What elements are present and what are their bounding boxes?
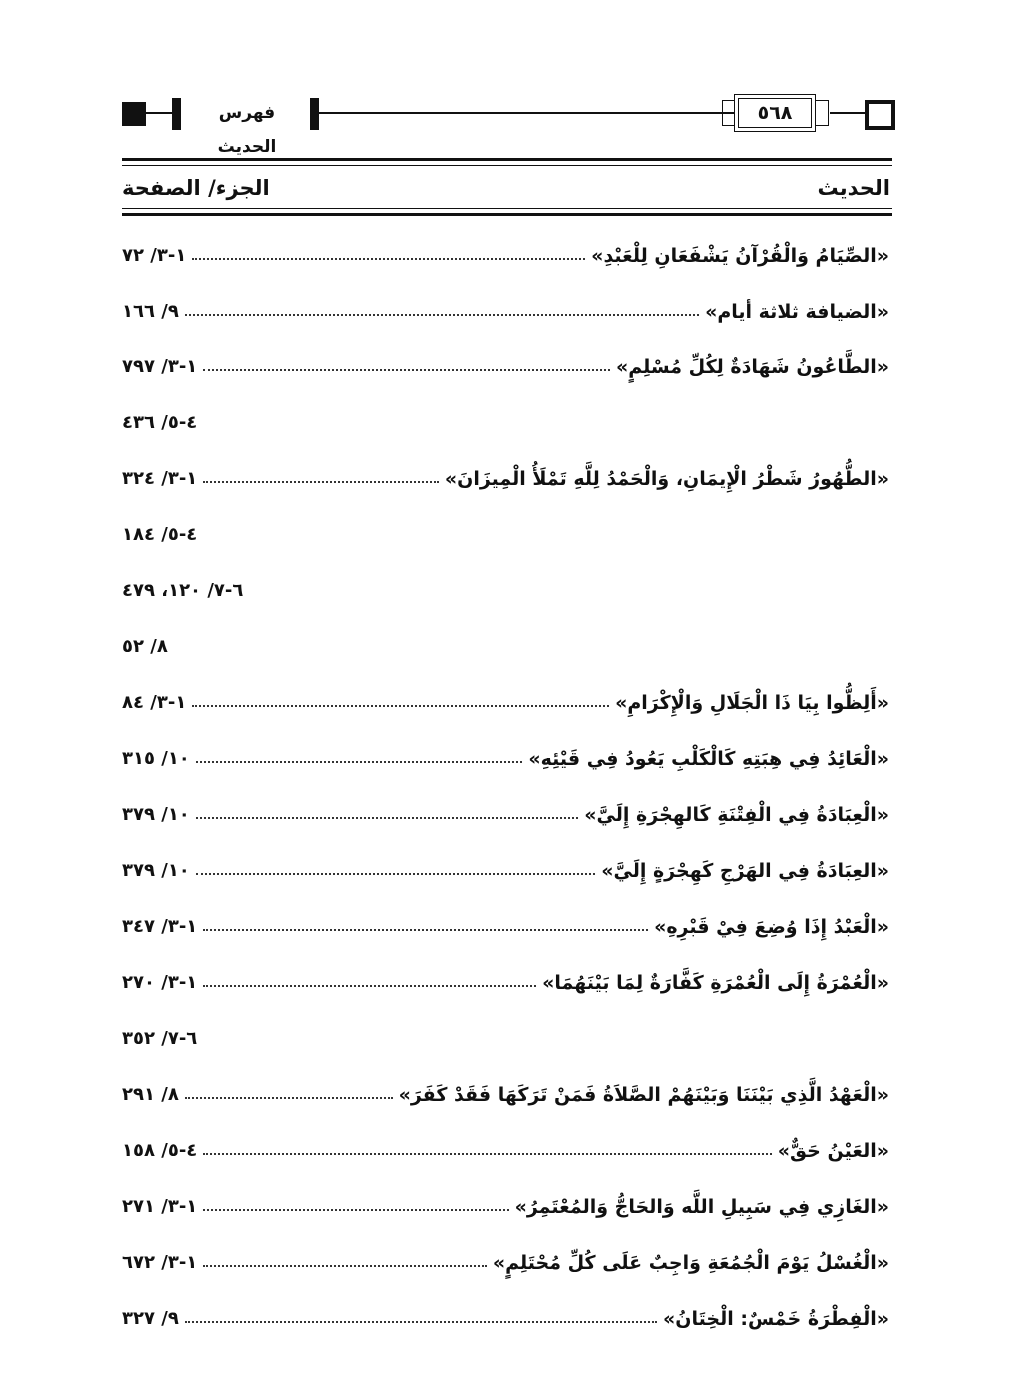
index-entry xyxy=(122,240,889,272)
volume-page-ref: ١-٣/ ٧٩٧ xyxy=(122,356,198,377)
ornament-line xyxy=(319,112,734,114)
header-rule xyxy=(122,165,892,166)
hadith-text: «الْعِبَادَةُ فِي الْفِتْنَةِ كَالهِجْرَةِ إِلَيَّ» xyxy=(584,804,889,826)
leader-dots xyxy=(203,1265,487,1267)
index-entry xyxy=(122,631,889,663)
ornament-square-icon xyxy=(122,102,146,126)
index-entry xyxy=(122,407,889,439)
leader-dots xyxy=(196,761,523,763)
hadith-text: «الغَازِي فِي سَبِيلِ اللَّه وَالحَاجُّ وَالمُعْتَمِرُ» xyxy=(514,1196,889,1218)
index-entry xyxy=(122,743,889,775)
running-title: فهرس الحديث xyxy=(217,103,277,157)
volume-page-ref: ١-٣/ ٣٤٧ xyxy=(122,916,198,937)
hadith-text: «الطَّاعُونُ شَهَادَةٌ لِكُلِّ مُسْلِمٍ» xyxy=(615,356,889,378)
leader-dots xyxy=(185,1321,657,1323)
ornament-line xyxy=(146,112,172,114)
hadith-text: «العِبَادَةُ فِي الهَرْجِ كَهِجْرَةٍ إِلَيَّ» xyxy=(601,860,889,882)
ornament-bracket xyxy=(722,100,735,126)
leader-dots xyxy=(185,1097,393,1099)
volume-page-ref: ٩/ ٣٢٧ xyxy=(122,1308,179,1329)
ornament-bracket xyxy=(816,100,829,126)
volume-page-ref: ١-٣/ ٢٧١ xyxy=(122,1196,198,1217)
volume-page-ref: ١٠/ ٣٧٩ xyxy=(122,860,190,881)
header-rule xyxy=(122,208,892,209)
index-entry xyxy=(122,351,889,383)
header-rule xyxy=(122,158,892,161)
index-entry xyxy=(122,855,889,887)
ornament-hollow-square-icon xyxy=(865,100,895,130)
volume-page-ref: ٤-٥/ ١٥٨ xyxy=(122,1140,198,1161)
index-entry xyxy=(122,1247,889,1279)
volume-page-ref: ١-٣/ ٨٤ xyxy=(122,692,187,713)
column-header-volume-page: الجزء/ الصفحة xyxy=(122,176,270,200)
volume-page-ref: ٦-٧/ ٣٥٢ xyxy=(122,1028,198,1049)
index-entry xyxy=(122,1191,889,1223)
hadith-text: «الصِّيَامُ وَالْقُرْآنُ يَشْفَعَانِ لِلْعَبْدِ» xyxy=(591,245,889,267)
volume-page-ref: ١-٣/ ٧٢ xyxy=(122,245,187,266)
volume-page-ref: ٨/ ٢٩١ xyxy=(122,1084,179,1105)
volume-page-ref: ٩/ ١٦٦ xyxy=(122,301,179,322)
hadith-text: «الضيافة ثلاثة أيام» xyxy=(705,301,889,323)
running-header xyxy=(122,92,893,157)
volume-page-ref: ١-٣/ ٦٧٢ xyxy=(122,1252,198,1273)
volume-page-ref: ٦-٧/ ١٢٠، ٤٧٩ xyxy=(122,580,244,601)
hadith-text: «الْعُمْرَةُ إِلَى الْعُمْرَةِ كَفَّارَةٌ لِمَا بَيْنَهُمَا» xyxy=(542,972,889,994)
page-number: ٥٦٨ xyxy=(738,98,812,128)
leader-dots xyxy=(203,1153,771,1155)
volume-page-ref: ٤-٥/ ٤٣٦ xyxy=(122,412,198,433)
leader-dots xyxy=(192,258,585,260)
ornament-line xyxy=(830,112,866,114)
volume-page-ref: ١٠/ ٣٧٩ xyxy=(122,804,190,825)
volume-page-ref: ١-٣/ ٣٢٤ xyxy=(122,468,198,489)
index-entry xyxy=(122,575,889,607)
ornament-bar xyxy=(172,98,181,130)
index-entry xyxy=(122,799,889,831)
volume-page-ref: ١٠/ ٣١٥ xyxy=(122,748,190,769)
leader-dots xyxy=(196,873,595,875)
leader-dots xyxy=(203,1209,508,1211)
volume-page-ref: ٤-٥/ ١٨٤ xyxy=(122,524,198,545)
index-entry xyxy=(122,967,889,999)
index-entry xyxy=(122,519,889,551)
index-entry xyxy=(122,463,889,495)
index-entry xyxy=(122,1023,889,1055)
hadith-text: «الطُّهُورُ شَطْرُ الْإِيمَانِ، وَالْحَمْدُ لِلَّهِ تَمْلَأُ الْمِيزَانَ» xyxy=(444,468,889,490)
leader-dots xyxy=(203,985,536,987)
hadith-text: «أَلِظُّوا بِيَا ذَا الْجَلَالِ وَالْإِكْرَامِ» xyxy=(615,692,889,714)
index-entry xyxy=(122,296,889,328)
leader-dots xyxy=(203,481,439,483)
volume-page-ref: ٨/ ٥٢ xyxy=(122,636,168,657)
column-header-hadith: الحديث xyxy=(817,176,890,200)
hadith-text: «العَيْنُ حَقٌّ» xyxy=(777,1140,889,1162)
leader-dots xyxy=(196,817,578,819)
index-entry xyxy=(122,687,889,719)
hadith-text: «الْعَهْدُ الَّذِي بَيْنَنَا وَبَيْنَهُمْ الصَّلاَةُ فَمَنْ تَرَكَهَا فَقَدْ كَفَرَ» xyxy=(398,1084,889,1106)
hadith-text: «الْعَائِدُ فِي هِبَتِهِ كَالْكَلْبِ يَعُودُ فِي قَيْئِهِ» xyxy=(528,748,889,770)
leader-dots xyxy=(203,369,610,371)
hadith-text: «الْعَبْدُ إِذَا وُضِعَ فِيْ قَبْرِهِ» xyxy=(654,916,889,938)
index-entry xyxy=(122,1135,889,1167)
leader-dots xyxy=(192,705,609,707)
index-entry xyxy=(122,911,889,943)
hadith-text: «الْفِطْرَةُ خَمْسٌ: الْخِتَانُ» xyxy=(663,1308,889,1330)
ornament-bar xyxy=(310,98,319,130)
header-rule xyxy=(122,213,892,216)
hadith-text: «الْغُسْلُ يَوْمَ الْجُمُعَةِ وَاجِبٌ عَلَى كُلِّ مُحْتَلِمٍ» xyxy=(492,1252,889,1274)
volume-page-ref: ١-٣/ ٢٧٠ xyxy=(122,972,198,993)
index-entry xyxy=(122,1303,889,1335)
index-entry xyxy=(122,1079,889,1111)
page-number-frame xyxy=(722,94,830,132)
leader-dots xyxy=(185,314,699,316)
leader-dots xyxy=(203,929,648,931)
